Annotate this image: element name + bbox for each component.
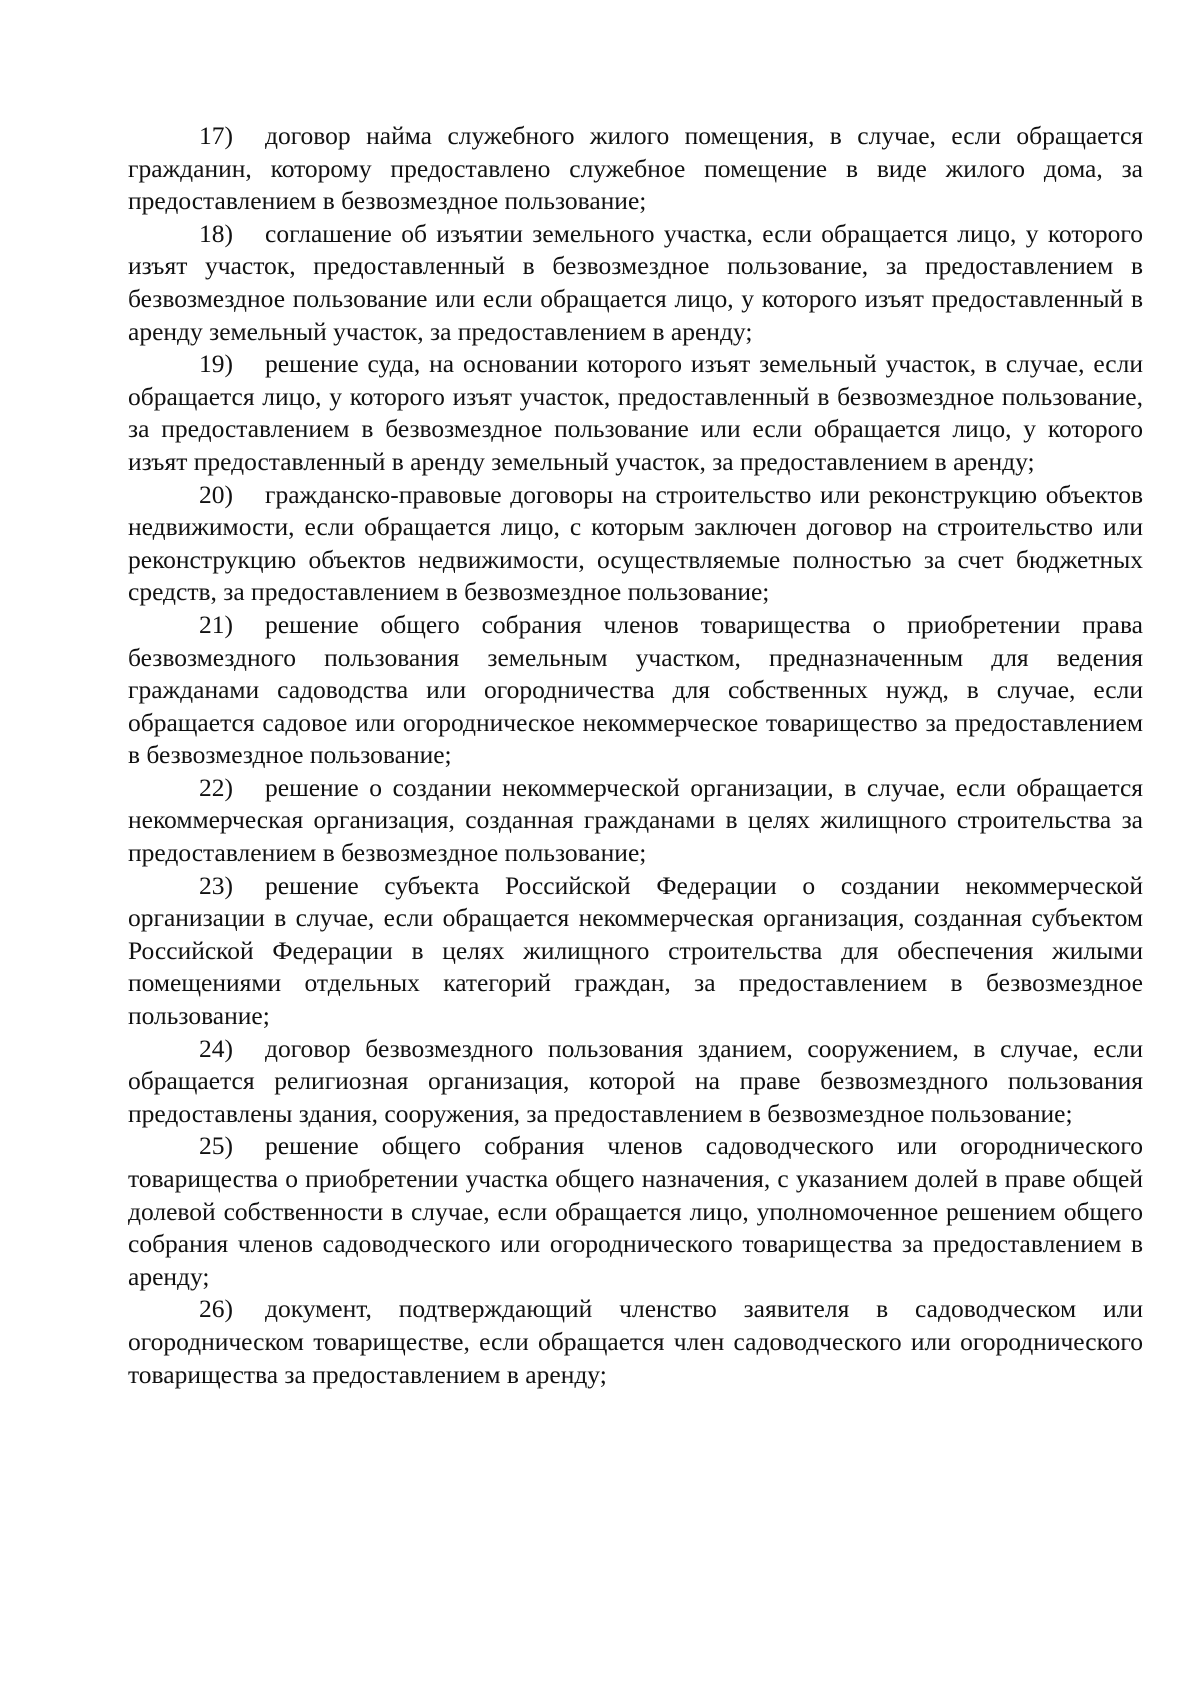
item-number: 22) <box>199 772 233 802</box>
item-number: 17) <box>199 121 233 150</box>
item-text: договор безвозмездного пользования зданием, сооружением, в случае, если обращается религиозная организация, которой на праве безвозмездного пользования предоставлены здания, сооружения, за предоставлением в безвозмездное пользование; <box>128 1033 1143 1128</box>
item-text: соглашение об изъятии земельного участка, если обращается лицо, у которого изъят участок, предоставленный в безвозмездное пользование, за предоставлением в безвозмездное пользование или если обращается лицо, у которого изъят предоставленный в аренду земельный участок, за предоставлением в аренду; <box>128 218 1143 346</box>
item-text: решение суда, на основании которого изъят земельный участок, в случае, если обращается лицо, у которого изъят участок, предоставленный в безвозмездное пользование, за предоставлением в безвозмездное пользование или если обращается лицо, у которого изъят предоставленный в аренду земельный участок, за предоставлением в аренду; <box>128 349 1143 476</box>
item-text: гражданско-правовые договоры на строительство или реконструкцию объектов недвижимости, если обращается лицо, с которым заключен договор на строительство или реконструкцию объектов недвижимости, осуществляемые полностью за счет бюджетных средств, за предоставлением в безвозмездное пользование; <box>128 479 1143 607</box>
item-text: договор найма служебного жилого помещения, в случае, если обращается гражданин, которому предоставлено служебное помещение в виде жилого дома, за предоставлением в безвозмездное пользование; <box>128 121 1143 216</box>
list-item-23 <box>128 870 1143 1033</box>
item-number: 24) <box>199 1033 233 1063</box>
item-text: решение общего собрания членов садоводческого или огороднического товарищества о приобретении участка общего назначения, с указанием долей в праве общей долевой собственности в случае, если обращается лицо, уполномоченное решением общего собрания членов садоводческого или огороднического товарищества за предоставлением в аренду; <box>128 1131 1143 1291</box>
list-item-25 <box>128 1130 1143 1293</box>
document-body <box>128 120 1143 1391</box>
list-item-17 <box>128 120 1143 218</box>
list-item-20 <box>128 479 1143 609</box>
list-item-19 <box>128 348 1143 478</box>
list-item-22 <box>128 772 1143 870</box>
item-number: 18) <box>199 218 233 248</box>
item-number: 26) <box>199 1294 233 1324</box>
item-number: 20) <box>199 479 233 509</box>
item-number: 21) <box>199 609 233 639</box>
item-text: решение о создании некоммерческой организации, в случае, если обращается некоммерческая организация, созданная гражданами в целях жилищного строительства за предоставлением в безвозмездное пользование; <box>128 772 1143 868</box>
list-item-21 <box>128 609 1143 772</box>
item-number: 25) <box>199 1131 233 1161</box>
item-text: решение субъекта Российской Федерации о создании некоммерческой организации в случае, если обращается некоммерческая организация, созданная субъектом Российской Федерации в целях жилищного строительства для обеспечения жилыми помещениями отдельных категорий граждан, за предоставлением в безвозмездное пользование; <box>128 870 1143 1031</box>
list-item-18 <box>128 218 1143 348</box>
list-item-26 <box>128 1293 1143 1391</box>
item-number: 19) <box>199 349 233 379</box>
item-text: документ, подтверждающий членство заявителя в садоводческом или огородническом товариществе, если обращается член садоводческого или огороднического товарищества за предоставлением в аренду; <box>128 1294 1143 1389</box>
list-item-24 <box>128 1033 1143 1131</box>
item-text: решение общего собрания членов товарищества о приобретении права безвозмездного пользования земельным участком, предназначенным для ведения гражданами садоводства или огородничества для собственных нужд, в случае, если обращается садовое или огородническое некоммерческое товарищество за предоставлением в безвозмездное пользование; <box>128 609 1143 770</box>
item-number: 23) <box>199 870 233 900</box>
